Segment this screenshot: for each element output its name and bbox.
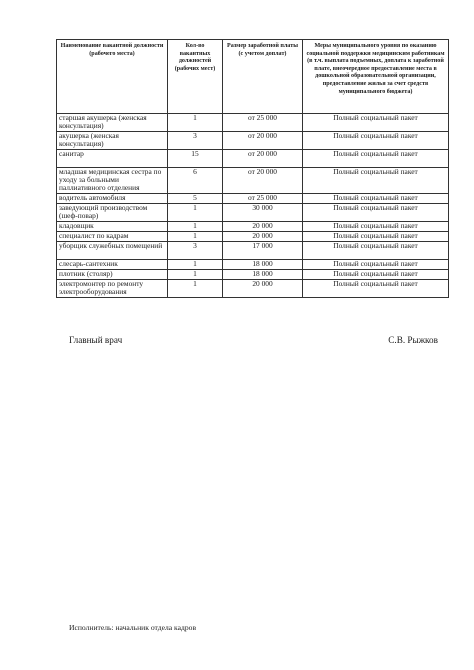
table-row xyxy=(57,270,449,280)
cell-position-name: электромонтер по ремонту электрооборудования xyxy=(57,280,168,298)
header-count: Кол-во вакантных должностей (рабочих мест) xyxy=(168,40,223,114)
cell-vacancy-count: 1 xyxy=(168,260,223,270)
cell-vacancy-count: 1 xyxy=(168,222,223,232)
signature-name: С.В. Рыжков xyxy=(388,335,438,345)
cell-salary: от 25 000 xyxy=(223,114,303,132)
cell-salary: 18 000 xyxy=(223,260,303,270)
cell-vacancy-count: 3 xyxy=(168,132,223,150)
cell-support-measures: Полный социальный пакет xyxy=(303,114,449,132)
signature-title: Главный врач xyxy=(69,335,123,345)
cell-support-measures: Полный социальный пакет xyxy=(303,242,449,260)
cell-salary: 20 000 xyxy=(223,222,303,232)
cell-support-measures: Полный социальный пакет xyxy=(303,168,449,194)
cell-salary: от 20 000 xyxy=(223,150,303,168)
cell-vacancy-count: 1 xyxy=(168,204,223,222)
cell-position-name: санитар xyxy=(57,150,168,168)
cell-vacancy-count: 1 xyxy=(168,114,223,132)
cell-support-measures: Полный социальный пакет xyxy=(303,232,449,242)
cell-position-name: младшая медицинская сестра по уходу за больными паллиативного отделения xyxy=(57,168,168,194)
cell-salary: от 20 000 xyxy=(223,132,303,150)
table-row xyxy=(57,204,449,222)
cell-salary: 18 000 xyxy=(223,270,303,280)
cell-position-name: заведующий производством (шеф-повар) xyxy=(57,204,168,222)
table-row xyxy=(57,132,449,150)
cell-position-name: старшая акушерка (женская консультация) xyxy=(57,114,168,132)
cell-salary: от 20 000 xyxy=(223,168,303,194)
table-row xyxy=(57,222,449,232)
table-row xyxy=(57,114,449,132)
cell-support-measures: Полный социальный пакет xyxy=(303,194,449,204)
cell-position-name: кладовщик xyxy=(57,222,168,232)
cell-vacancy-count: 15 xyxy=(168,150,223,168)
cell-position-name: слесарь-сантехник xyxy=(57,260,168,270)
cell-vacancy-count: 1 xyxy=(168,232,223,242)
executor-note: Исполнитель: начальник отдела кадров xyxy=(69,623,197,632)
table-row xyxy=(57,150,449,168)
cell-support-measures: Полный социальный пакет xyxy=(303,204,449,222)
vacancies-table xyxy=(56,39,449,298)
header-support-measures: Меры муниципального уровня по оказанию социальной поддержки медицинским работникам (в т.ч. выплата подъемных, доплата к заработной плате, внеочередное предоставление места в дошкольной образовательной организации, предоставление жилья за счет средств муниципального бюджета) xyxy=(303,40,449,114)
cell-position-name: акушерка (женская консультация) xyxy=(57,132,168,150)
cell-position-name: плотник (столяр) xyxy=(57,270,168,280)
cell-vacancy-count: 1 xyxy=(168,280,223,298)
cell-support-measures: Полный социальный пакет xyxy=(303,150,449,168)
cell-vacancy-count: 1 xyxy=(168,270,223,280)
cell-salary: 17 000 xyxy=(223,242,303,260)
table-row xyxy=(57,194,449,204)
cell-support-measures: Полный социальный пакет xyxy=(303,270,449,280)
cell-support-measures: Полный социальный пакет xyxy=(303,132,449,150)
cell-position-name: уборщик служебных помещений xyxy=(57,242,168,260)
cell-vacancy-count: 5 xyxy=(168,194,223,204)
cell-support-measures: Полный социальный пакет xyxy=(303,260,449,270)
cell-position-name: специалист по кадрам xyxy=(57,232,168,242)
cell-vacancy-count: 6 xyxy=(168,168,223,194)
table-row xyxy=(57,242,449,260)
cell-salary: 20 000 xyxy=(223,232,303,242)
cell-support-measures: Полный социальный пакет xyxy=(303,280,449,298)
cell-vacancy-count: 3 xyxy=(168,242,223,260)
header-salary: Размер заработной платы (с учетом доплат) xyxy=(223,40,303,114)
cell-salary: от 25 000 xyxy=(223,194,303,204)
cell-salary: 20 000 xyxy=(223,280,303,298)
cell-salary: 30 000 xyxy=(223,204,303,222)
table-row xyxy=(57,280,449,298)
table-header-row xyxy=(57,40,449,114)
header-position: Наименование вакантной должности (рабочего места) xyxy=(57,40,168,114)
table-row xyxy=(57,232,449,242)
cell-support-measures: Полный социальный пакет xyxy=(303,222,449,232)
table-row xyxy=(57,168,449,194)
table-row xyxy=(57,260,449,270)
cell-position-name: водитель автомобиля xyxy=(57,194,168,204)
